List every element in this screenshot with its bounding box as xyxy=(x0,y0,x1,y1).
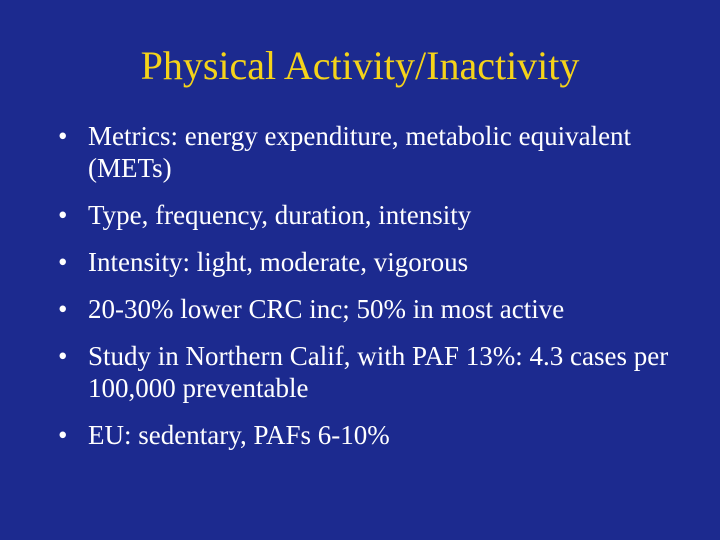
bullet-item-crc xyxy=(58,293,678,325)
bullet-item-study xyxy=(58,340,678,404)
bullet-text: Study in Northern Calif, with PAF 13%: 4.3 cases per 100,000 preventable xyxy=(88,341,669,403)
bullet-icon: • xyxy=(58,200,68,230)
bullet-item-type xyxy=(58,199,678,231)
bullet-icon: • xyxy=(58,121,68,151)
bullet-text: Type, frequency, duration, intensity xyxy=(88,200,472,230)
bullet-icon: • xyxy=(58,294,68,324)
bullet-item-eu xyxy=(58,419,678,451)
bullet-item-intensity xyxy=(58,246,678,278)
bullet-icon: • xyxy=(58,341,68,371)
bullet-text: 20-30% lower CRC inc; 50% in most active xyxy=(88,294,565,324)
bullet-text: Intensity: light, moderate, vigorous xyxy=(88,247,469,277)
bullet-icon: • xyxy=(58,420,68,450)
bullet-list xyxy=(58,120,678,466)
bullet-text: EU: sedentary, PAFs 6-10% xyxy=(88,420,390,450)
bullet-item-metrics xyxy=(58,120,678,184)
slide-title: Physical Activity/Inactivity xyxy=(140,43,580,88)
bullet-icon: • xyxy=(58,247,68,277)
bullet-text: Metrics: energy expenditure, metabolic equivalent (METs) xyxy=(88,121,632,183)
